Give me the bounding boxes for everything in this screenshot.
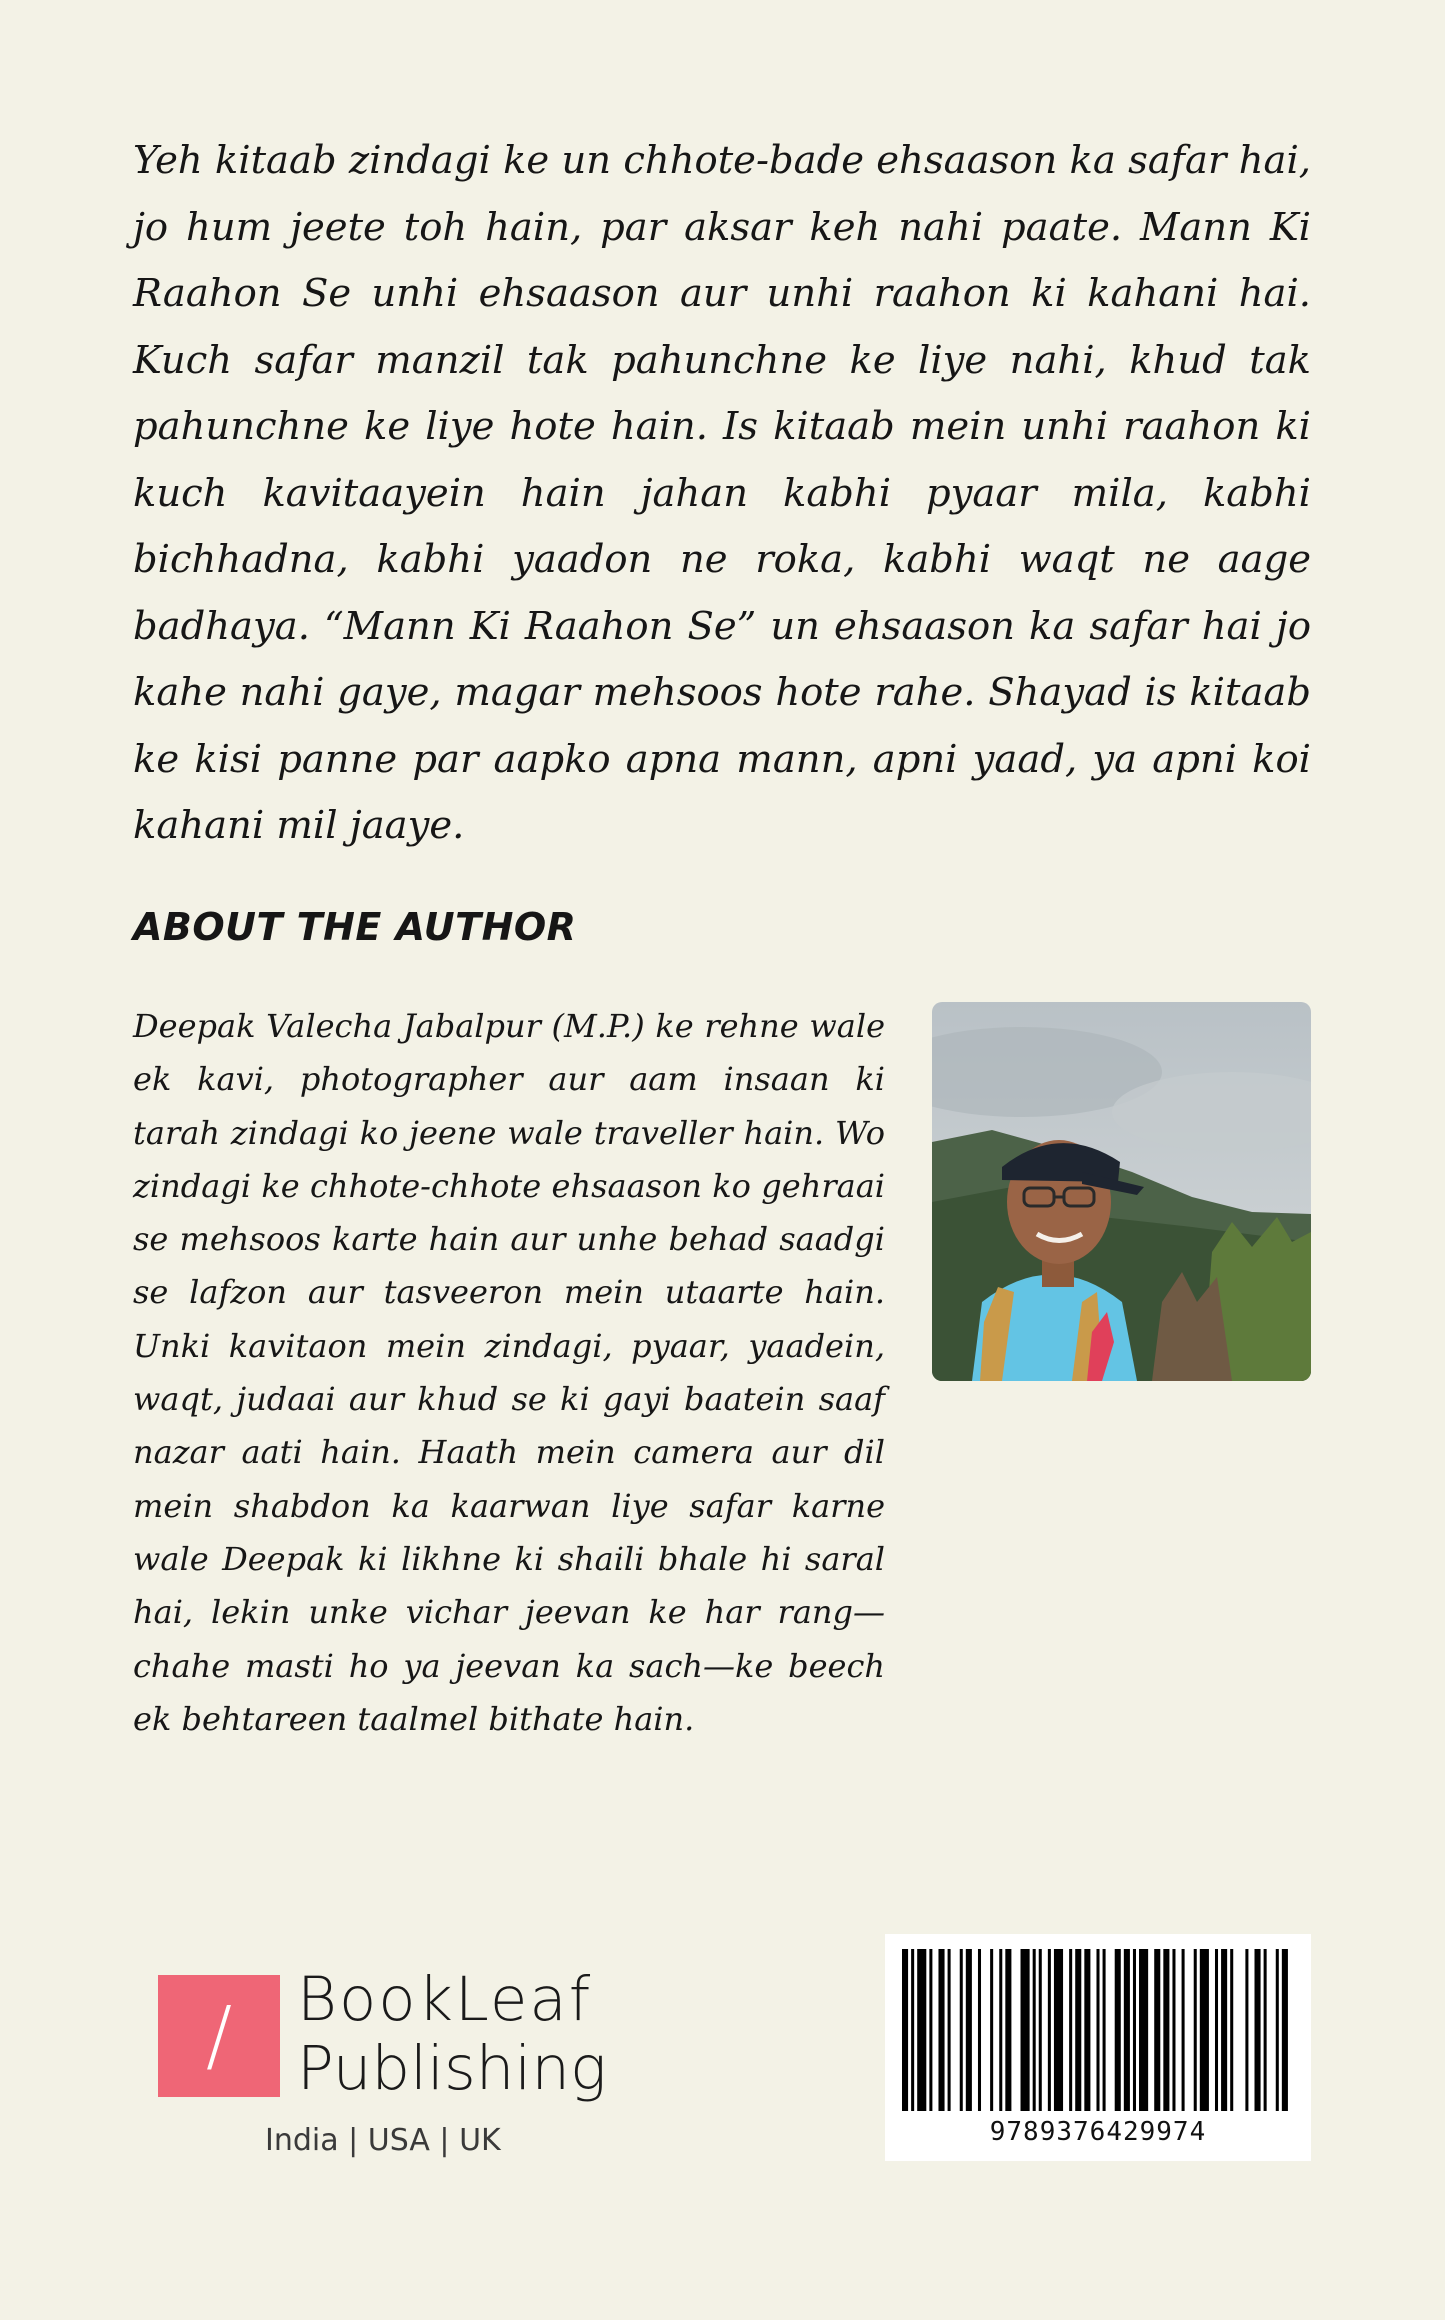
barcode-bar [1172,1949,1175,2111]
barcode-bar [1200,1949,1209,2111]
isbn-barcode [885,1934,1311,2161]
barcode-bar [902,1949,908,2111]
author-photo [932,1002,1311,1381]
back-cover-blurb: Yeh kitaab zindagi ke un chhote-bade ehsaason ka safar hai, jo hum jeete toh hain, par aksar keh nahi paate. Mann Ki Raahon Se unhi ehsaason aur unhi raahon ki kahani hai. Kuch safar manzil tak pahunchne ke liye nahi, khud tak pahunchne ke liye hote hain. Is kitaab mein unhi raahon ki kuch kavitaayein hain jahan kabhi pyaar mila, kabhi bichhadna, kabhi yaadon ne roka, kabhi waqt ne aage badhaya. “Mann Ki Raahon Se” un ehsaason ka safar hai jo kahe nahi gaye, magar mehsoos hote rahe. Shayad is kitaab ke kisi panne par aapko apna mann, apni yaad, ya apni koi kahani mil jaaye. [133,138,1311,848]
barcode-bar [1096,1949,1099,2111]
barcode-bar [1276,1949,1279,2111]
barcode-bar [1139,1949,1148,2111]
author-bio: Deepak Valecha Jabalpur (M.P.) ke rehne wale ek kavi, photographer aur aam insaan ki tarah zindagi ko jeene wale traveller hain. Wo zindagi ke chhote-chhote ehsaason ko gehraai se mehsoos karte hain aur unhe behad saadgi se lafzon aur tasveeron mein utaarte hain. Unki kavitaon mein zindagi, pyaar, yaadein, waqt, judaai aur khud se ki gayi baatein saaf nazar aati hain. Haath mein camera aur dil mein shabdon ka kaarwan liye safar karne wale Deepak ki likhne ki shaili bhale hi saral hai, lekin unke vichar jeevan ke har rang—chahe masti ho ya jeevan ka sach—ke beech ek behtareen taalmel bithate hain. [133,1007,885,1738]
barcode-bar [978,1949,981,2111]
barcode-bar [1039,1949,1042,2111]
barcode-bar [938,1949,944,2111]
barcode-bar [1255,1949,1261,2111]
barcode-bar [1230,1949,1233,2111]
barcode-bar [960,1949,963,2111]
barcode-bar [929,1949,932,2111]
barcode-bar [1182,1949,1185,2111]
barcode-bar [1005,1949,1011,2111]
publisher-name-line1: BookLeaf [297,1964,593,2035]
barcode-bar [966,1949,972,2111]
barcode-bar [1033,1949,1036,2111]
publisher-regions: India | USA | UK [265,2123,501,2158]
author-photo-illustration [932,1002,1311,1381]
barcode-bar [1124,1949,1130,2111]
about-author-heading: ABOUT THE AUTHOR [133,905,577,949]
barcode-bar [1245,1949,1248,2111]
barcode-bar [948,1949,951,2111]
barcode-bar [1054,1949,1063,2111]
barcode-bar [999,1949,1002,2111]
barcode-bar [1154,1949,1160,2111]
barcode-bar [990,1949,993,2111]
barcode-bar [1282,1949,1288,2111]
barcode-bar [1215,1949,1218,2111]
barcode-bar [1048,1949,1051,2111]
barcode-bar [917,1949,926,2111]
barcode-bars [902,1949,1294,2111]
barcode-bar [1163,1949,1169,2111]
barcode-bar [911,1949,914,2111]
barcode-bar [1194,1949,1197,2111]
barcode-bar [1084,1949,1090,2111]
bookleaf-logo-mark: / [158,1975,280,2097]
barcode-bar [1021,1949,1030,2111]
barcode-bar [1115,1949,1121,2111]
publisher-name-line2: Publishing [297,2033,607,2104]
barcode-bar [1075,1949,1081,2111]
barcode-bar [1069,1949,1072,2111]
barcode-bar [1264,1949,1267,2111]
barcode-bar [1221,1949,1227,2111]
barcode-bar [1133,1949,1136,2111]
barcode-bar [1103,1949,1106,2111]
isbn-number: 9789376429974 [989,2117,1207,2147]
